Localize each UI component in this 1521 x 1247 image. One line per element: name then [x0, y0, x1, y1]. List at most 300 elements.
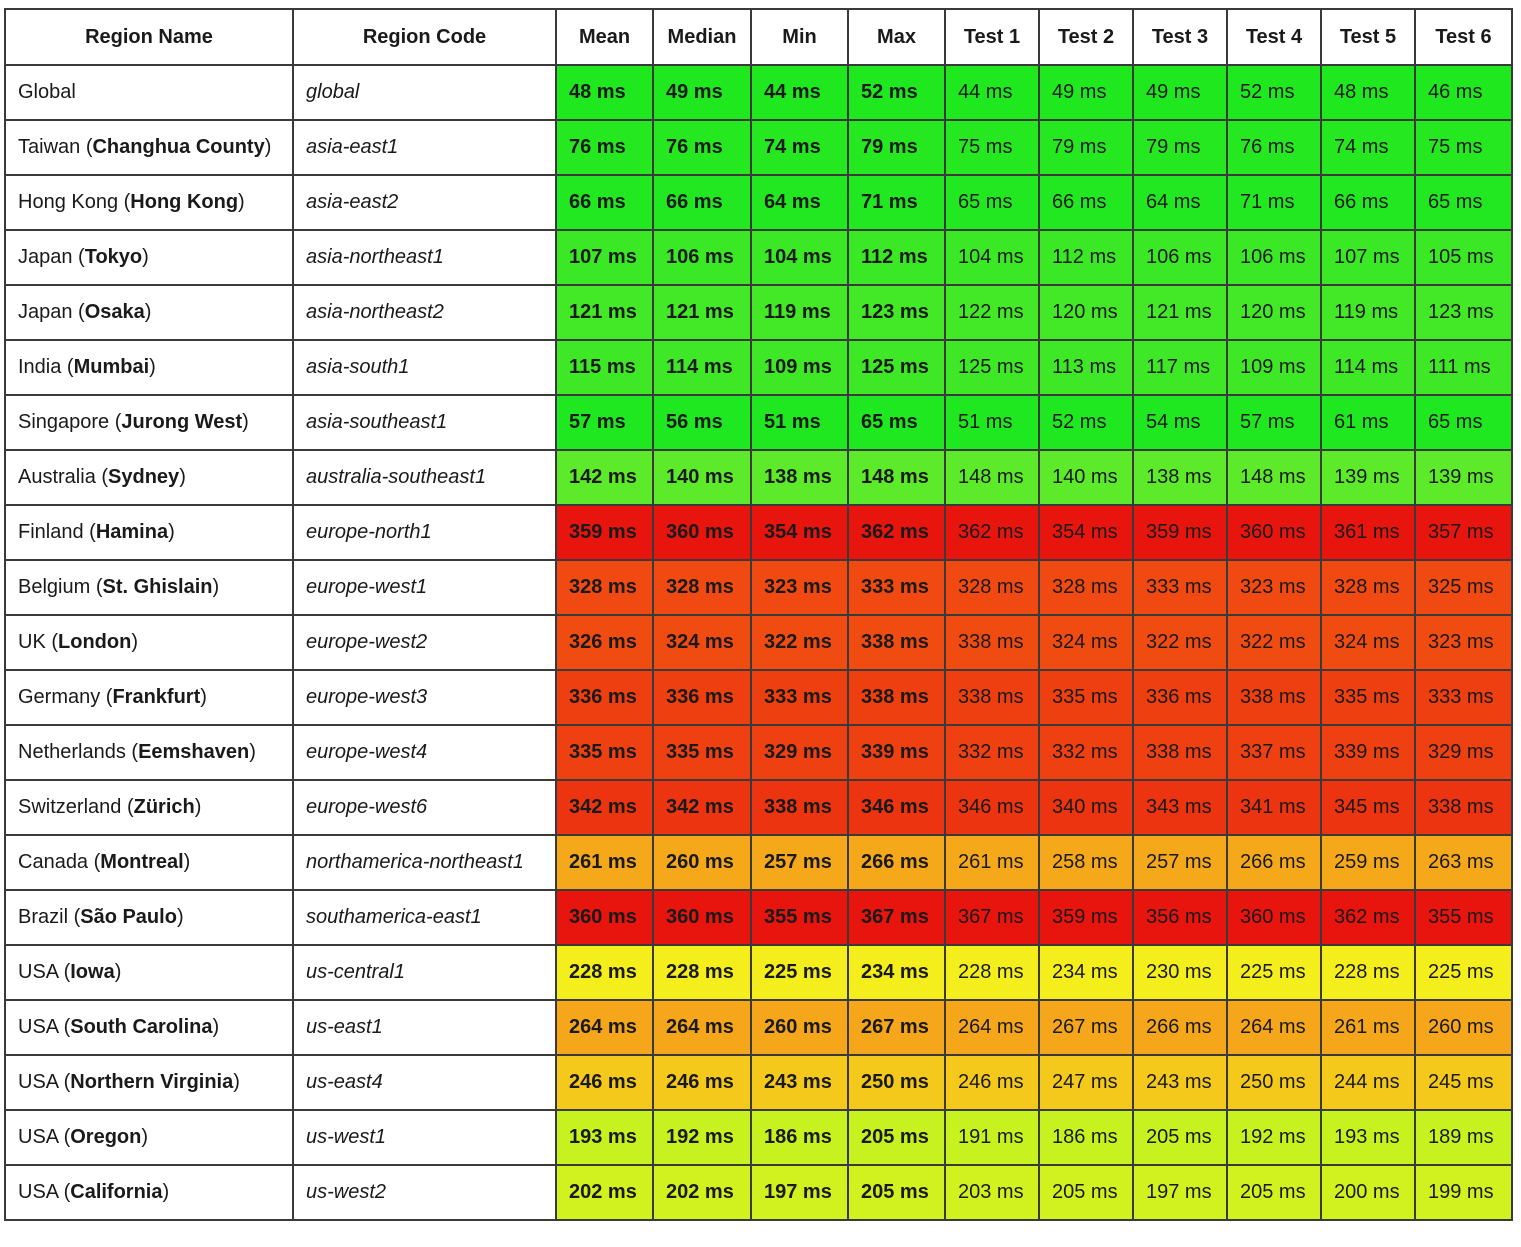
region-code-cell: northamerica-northeast1 [293, 835, 556, 890]
test-4-cell: 264 ms [1227, 1000, 1321, 1055]
test-3-cell: 106 ms [1133, 230, 1227, 285]
table-row [5, 780, 1512, 835]
region-name-cell: USA (South Carolina) [5, 1000, 293, 1055]
region-city: Tokyo [84, 246, 143, 268]
region-country: Brazil [18, 906, 69, 928]
region-code-cell: asia-northeast2 [293, 285, 556, 340]
min-cell: 104 ms [751, 230, 848, 285]
header-median[interactable]: Median [653, 9, 751, 65]
mean-cell: 121 ms [556, 285, 653, 340]
region-name-cell: Netherlands (Eemshaven) [5, 725, 293, 780]
test-4-cell: 322 ms [1227, 615, 1321, 670]
mean-cell: 359 ms [556, 505, 653, 560]
mean-cell: 228 ms [556, 945, 653, 1000]
header-row [5, 9, 1512, 65]
median-cell: 360 ms [653, 505, 751, 560]
test-2-cell: 324 ms [1039, 615, 1133, 670]
test-5-cell: 244 ms [1321, 1055, 1415, 1110]
table-row [5, 1055, 1512, 1110]
test-3-cell: 121 ms [1133, 285, 1227, 340]
test-6-cell: 65 ms [1415, 395, 1512, 450]
test-2-cell: 79 ms [1039, 120, 1133, 175]
test-4-cell: 109 ms [1227, 340, 1321, 395]
test-1-cell: 75 ms [945, 120, 1039, 175]
region-city: California [70, 1181, 163, 1203]
region-name-cell: Australia (Sydney) [5, 450, 293, 505]
table-body [5, 65, 1512, 1220]
test-2-cell: 328 ms [1039, 560, 1133, 615]
median-cell: 336 ms [653, 670, 751, 725]
header-region-name[interactable]: Region Name [5, 9, 293, 65]
test-6-cell: 139 ms [1415, 450, 1512, 505]
test-1-cell: 65 ms [945, 175, 1039, 230]
median-cell: 106 ms [653, 230, 751, 285]
test-3-cell: 343 ms [1133, 780, 1227, 835]
test-1-cell: 191 ms [945, 1110, 1039, 1165]
max-cell: 266 ms [848, 835, 945, 890]
test-3-cell: 79 ms [1133, 120, 1227, 175]
test-2-cell: 113 ms [1039, 340, 1133, 395]
median-cell: 324 ms [653, 615, 751, 670]
header-test-2[interactable]: Test 2 [1039, 9, 1133, 65]
median-cell: 66 ms [653, 175, 751, 230]
mean-cell: 326 ms [556, 615, 653, 670]
test-1-cell: 148 ms [945, 450, 1039, 505]
region-name-cell: India (Mumbai) [5, 340, 293, 395]
region-name-cell: USA (California) [5, 1165, 293, 1220]
min-cell: 243 ms [751, 1055, 848, 1110]
mean-cell: 76 ms [556, 120, 653, 175]
region-name-cell: Brazil (São Paulo) [5, 890, 293, 945]
region-code-cell: us-west1 [293, 1110, 556, 1165]
test-5-cell: 193 ms [1321, 1110, 1415, 1165]
test-4-cell: 250 ms [1227, 1055, 1321, 1110]
region-country: Japan [18, 301, 73, 323]
region-code-cell: asia-east2 [293, 175, 556, 230]
test-4-cell: 338 ms [1227, 670, 1321, 725]
test-4-cell: 106 ms [1227, 230, 1321, 285]
region-name-cell: Finland (Hamina) [5, 505, 293, 560]
median-cell: 246 ms [653, 1055, 751, 1110]
test-2-cell: 49 ms [1039, 65, 1133, 120]
test-5-cell: 107 ms [1321, 230, 1415, 285]
test-3-cell: 64 ms [1133, 175, 1227, 230]
test-4-cell: 341 ms [1227, 780, 1321, 835]
test-3-cell: 333 ms [1133, 560, 1227, 615]
header-region-code[interactable]: Region Code [293, 9, 556, 65]
region-name-cell: USA (Northern Virginia) [5, 1055, 293, 1110]
mean-cell: 66 ms [556, 175, 653, 230]
max-cell: 65 ms [848, 395, 945, 450]
region-city: Changhua County [92, 136, 265, 158]
region-country: USA [18, 1181, 59, 1203]
test-2-cell: 120 ms [1039, 285, 1133, 340]
test-5-cell: 228 ms [1321, 945, 1415, 1000]
test-6-cell: 245 ms [1415, 1055, 1512, 1110]
test-1-cell: 228 ms [945, 945, 1039, 1000]
median-cell: 192 ms [653, 1110, 751, 1165]
test-2-cell: 258 ms [1039, 835, 1133, 890]
region-country: Belgium [18, 576, 91, 598]
test-2-cell: 52 ms [1039, 395, 1133, 450]
test-2-cell: 354 ms [1039, 505, 1133, 560]
test-1-cell: 122 ms [945, 285, 1039, 340]
mean-cell: 261 ms [556, 835, 653, 890]
test-3-cell: 359 ms [1133, 505, 1227, 560]
test-1-cell: 203 ms [945, 1165, 1039, 1220]
test-6-cell: 46 ms [1415, 65, 1512, 120]
test-5-cell: 139 ms [1321, 450, 1415, 505]
max-cell: 79 ms [848, 120, 945, 175]
table-row [5, 1000, 1512, 1055]
test-4-cell: 360 ms [1227, 505, 1321, 560]
region-code-cell: us-east1 [293, 1000, 556, 1055]
test-1-cell: 338 ms [945, 670, 1039, 725]
max-cell: 250 ms [848, 1055, 945, 1110]
median-cell: 228 ms [653, 945, 751, 1000]
region-city: South Carolina [70, 1016, 213, 1038]
test-2-cell: 335 ms [1039, 670, 1133, 725]
region-country: USA [18, 1016, 59, 1038]
test-6-cell: 357 ms [1415, 505, 1512, 560]
table-row [5, 175, 1512, 230]
max-cell: 205 ms [848, 1165, 945, 1220]
test-1-cell: 264 ms [945, 1000, 1039, 1055]
test-3-cell: 205 ms [1133, 1110, 1227, 1165]
region-name-cell: Singapore (Jurong West) [5, 395, 293, 450]
test-1-cell: 104 ms [945, 230, 1039, 285]
test-6-cell: 325 ms [1415, 560, 1512, 615]
region-code-cell: europe-west2 [293, 615, 556, 670]
region-code-cell: europe-west4 [293, 725, 556, 780]
header-test-1[interactable]: Test 1 [945, 9, 1039, 65]
test-3-cell: 54 ms [1133, 395, 1227, 450]
region-city: London [58, 631, 132, 653]
latency-table [4, 8, 1513, 1221]
min-cell: 338 ms [751, 780, 848, 835]
test-2-cell: 112 ms [1039, 230, 1133, 285]
min-cell: 197 ms [751, 1165, 848, 1220]
test-6-cell: 260 ms [1415, 1000, 1512, 1055]
table-row [5, 395, 1512, 450]
test-5-cell: 362 ms [1321, 890, 1415, 945]
median-cell: 335 ms [653, 725, 751, 780]
median-cell: 264 ms [653, 1000, 751, 1055]
test-3-cell: 117 ms [1133, 340, 1227, 395]
header-test-3[interactable]: Test 3 [1133, 9, 1227, 65]
test-1-cell: 44 ms [945, 65, 1039, 120]
region-city: Jurong West [121, 411, 243, 433]
test-5-cell: 339 ms [1321, 725, 1415, 780]
test-1-cell: 367 ms [945, 890, 1039, 945]
region-name-cell [5, 65, 293, 120]
test-3-cell: 336 ms [1133, 670, 1227, 725]
min-cell: 186 ms [751, 1110, 848, 1165]
test-6-cell: 189 ms [1415, 1110, 1512, 1165]
table-row [5, 1165, 1512, 1220]
min-cell: 44 ms [751, 65, 848, 120]
region-country: India [18, 356, 62, 378]
region-name-cell: Belgium (St. Ghislain) [5, 560, 293, 615]
min-cell: 333 ms [751, 670, 848, 725]
region-name-cell: Switzerland (Zürich) [5, 780, 293, 835]
median-cell: 140 ms [653, 450, 751, 505]
min-cell: 260 ms [751, 1000, 848, 1055]
header-max[interactable]: Max [848, 9, 945, 65]
max-cell: 333 ms [848, 560, 945, 615]
table-row [5, 1110, 1512, 1165]
test-6-cell: 75 ms [1415, 120, 1512, 175]
test-4-cell: 192 ms [1227, 1110, 1321, 1165]
max-cell: 52 ms [848, 65, 945, 120]
test-5-cell: 361 ms [1321, 505, 1415, 560]
mean-cell: 115 ms [556, 340, 653, 395]
test-1-cell: 328 ms [945, 560, 1039, 615]
mean-cell: 264 ms [556, 1000, 653, 1055]
table-row [5, 670, 1512, 725]
median-cell: 121 ms [653, 285, 751, 340]
test-2-cell: 186 ms [1039, 1110, 1133, 1165]
region-city: Iowa [70, 961, 115, 983]
region-code-cell: asia-east1 [293, 120, 556, 175]
min-cell: 119 ms [751, 285, 848, 340]
region-country: Canada [18, 851, 89, 873]
region-name-cell: Taiwan (Changhua County) [5, 120, 293, 175]
mean-cell: 57 ms [556, 395, 653, 450]
median-cell: 360 ms [653, 890, 751, 945]
region-code-cell: us-central1 [293, 945, 556, 1000]
median-cell: 56 ms [653, 395, 751, 450]
test-3-cell: 322 ms [1133, 615, 1227, 670]
table-row [5, 945, 1512, 1000]
test-6-cell: 105 ms [1415, 230, 1512, 285]
region-code-cell: asia-northeast1 [293, 230, 556, 285]
test-5-cell: 324 ms [1321, 615, 1415, 670]
mean-cell: 360 ms [556, 890, 653, 945]
region-code-cell: asia-southeast1 [293, 395, 556, 450]
table-row [5, 450, 1512, 505]
test-4-cell: 76 ms [1227, 120, 1321, 175]
region-country: Hong Kong [18, 191, 119, 213]
table-row [5, 890, 1512, 945]
test-6-cell: 338 ms [1415, 780, 1512, 835]
region-name-cell: Japan (Osaka) [5, 285, 293, 340]
test-4-cell: 205 ms [1227, 1165, 1321, 1220]
region-code-cell: australia-southeast1 [293, 450, 556, 505]
test-4-cell: 120 ms [1227, 285, 1321, 340]
test-5-cell: 345 ms [1321, 780, 1415, 835]
test-4-cell: 360 ms [1227, 890, 1321, 945]
min-cell: 138 ms [751, 450, 848, 505]
region-name-cell: USA (Oregon) [5, 1110, 293, 1165]
header-min[interactable]: Min [751, 9, 848, 65]
test-3-cell: 338 ms [1133, 725, 1227, 780]
min-cell: 225 ms [751, 945, 848, 1000]
median-cell: 49 ms [653, 65, 751, 120]
header-test-4[interactable]: Test 4 [1227, 9, 1321, 65]
test-5-cell: 261 ms [1321, 1000, 1415, 1055]
max-cell: 205 ms [848, 1110, 945, 1165]
test-4-cell: 148 ms [1227, 450, 1321, 505]
region-name-cell: UK (London) [5, 615, 293, 670]
test-6-cell: 355 ms [1415, 890, 1512, 945]
max-cell: 267 ms [848, 1000, 945, 1055]
test-3-cell: 197 ms [1133, 1165, 1227, 1220]
test-4-cell: 225 ms [1227, 945, 1321, 1000]
table-row [5, 285, 1512, 340]
median-cell: 328 ms [653, 560, 751, 615]
region-city: Zürich [133, 796, 195, 818]
region-code-cell: us-east4 [293, 1055, 556, 1110]
min-cell: 257 ms [751, 835, 848, 890]
test-1-cell: 125 ms [945, 340, 1039, 395]
test-4-cell: 71 ms [1227, 175, 1321, 230]
table-row [5, 230, 1512, 285]
test-3-cell: 257 ms [1133, 835, 1227, 890]
max-cell: 234 ms [848, 945, 945, 1000]
max-cell: 367 ms [848, 890, 945, 945]
max-cell: 362 ms [848, 505, 945, 560]
test-1-cell: 261 ms [945, 835, 1039, 890]
max-cell: 338 ms [848, 615, 945, 670]
region-city: St. Ghislain [102, 576, 213, 598]
test-6-cell: 333 ms [1415, 670, 1512, 725]
region-code-cell: europe-west3 [293, 670, 556, 725]
min-cell: 355 ms [751, 890, 848, 945]
test-2-cell: 66 ms [1039, 175, 1133, 230]
header-test-6[interactable]: Test 6 [1415, 9, 1512, 65]
median-cell: 114 ms [653, 340, 751, 395]
min-cell: 323 ms [751, 560, 848, 615]
region-name-cell: Canada (Montreal) [5, 835, 293, 890]
test-1-cell: 51 ms [945, 395, 1039, 450]
mean-cell: 342 ms [556, 780, 653, 835]
test-1-cell: 338 ms [945, 615, 1039, 670]
test-2-cell: 359 ms [1039, 890, 1133, 945]
test-6-cell: 65 ms [1415, 175, 1512, 230]
header-mean[interactable]: Mean [556, 9, 653, 65]
max-cell: 71 ms [848, 175, 945, 230]
test-3-cell: 138 ms [1133, 450, 1227, 505]
header-test-5[interactable]: Test 5 [1321, 9, 1415, 65]
table-row [5, 725, 1512, 780]
min-cell: 74 ms [751, 120, 848, 175]
max-cell: 123 ms [848, 285, 945, 340]
mean-cell: 246 ms [556, 1055, 653, 1110]
test-5-cell: 114 ms [1321, 340, 1415, 395]
min-cell: 51 ms [751, 395, 848, 450]
test-6-cell: 111 ms [1415, 340, 1512, 395]
table-row [5, 505, 1512, 560]
test-6-cell: 323 ms [1415, 615, 1512, 670]
test-1-cell: 362 ms [945, 505, 1039, 560]
test-1-cell: 346 ms [945, 780, 1039, 835]
region-code-cell: global [293, 65, 556, 120]
region-city: Frankfurt [112, 686, 201, 708]
test-6-cell: 123 ms [1415, 285, 1512, 340]
region-country: Global [18, 81, 76, 103]
median-cell: 76 ms [653, 120, 751, 175]
test-4-cell: 57 ms [1227, 395, 1321, 450]
mean-cell: 107 ms [556, 230, 653, 285]
test-5-cell: 328 ms [1321, 560, 1415, 615]
region-country: USA [18, 1126, 59, 1148]
region-code-cell: us-west2 [293, 1165, 556, 1220]
max-cell: 125 ms [848, 340, 945, 395]
region-city: São Paulo [80, 906, 177, 928]
max-cell: 338 ms [848, 670, 945, 725]
region-country: Taiwan [18, 136, 81, 158]
test-4-cell: 337 ms [1227, 725, 1321, 780]
min-cell: 109 ms [751, 340, 848, 395]
test-1-cell: 246 ms [945, 1055, 1039, 1110]
test-5-cell: 259 ms [1321, 835, 1415, 890]
test-5-cell: 119 ms [1321, 285, 1415, 340]
max-cell: 346 ms [848, 780, 945, 835]
test-2-cell: 267 ms [1039, 1000, 1133, 1055]
region-country: Switzerland [18, 796, 122, 818]
table-row [5, 835, 1512, 890]
test-5-cell: 66 ms [1321, 175, 1415, 230]
median-cell: 342 ms [653, 780, 751, 835]
test-4-cell: 323 ms [1227, 560, 1321, 615]
mean-cell: 202 ms [556, 1165, 653, 1220]
table-row [5, 120, 1512, 175]
region-city: Hong Kong [130, 191, 239, 213]
test-5-cell: 48 ms [1321, 65, 1415, 120]
test-3-cell: 49 ms [1133, 65, 1227, 120]
mean-cell: 193 ms [556, 1110, 653, 1165]
test-2-cell: 234 ms [1039, 945, 1133, 1000]
test-5-cell: 335 ms [1321, 670, 1415, 725]
region-country: Singapore [18, 411, 110, 433]
max-cell: 112 ms [848, 230, 945, 285]
min-cell: 64 ms [751, 175, 848, 230]
test-3-cell: 243 ms [1133, 1055, 1227, 1110]
region-code-cell: asia-south1 [293, 340, 556, 395]
test-6-cell: 225 ms [1415, 945, 1512, 1000]
region-country: Australia [18, 466, 96, 488]
min-cell: 322 ms [751, 615, 848, 670]
table-row [5, 560, 1512, 615]
test-2-cell: 205 ms [1039, 1165, 1133, 1220]
test-3-cell: 266 ms [1133, 1000, 1227, 1055]
test-5-cell: 61 ms [1321, 395, 1415, 450]
region-city: Sydney [108, 466, 180, 488]
test-5-cell: 74 ms [1321, 120, 1415, 175]
test-6-cell: 329 ms [1415, 725, 1512, 780]
test-1-cell: 332 ms [945, 725, 1039, 780]
region-code-cell: europe-west6 [293, 780, 556, 835]
region-city: Montreal [100, 851, 184, 873]
test-4-cell: 52 ms [1227, 65, 1321, 120]
test-2-cell: 140 ms [1039, 450, 1133, 505]
region-name-cell: Hong Kong (Hong Kong) [5, 175, 293, 230]
test-4-cell: 266 ms [1227, 835, 1321, 890]
region-city: Northern Virginia [70, 1071, 234, 1093]
mean-cell: 142 ms [556, 450, 653, 505]
region-code-cell: europe-north1 [293, 505, 556, 560]
test-6-cell: 199 ms [1415, 1165, 1512, 1220]
median-cell: 202 ms [653, 1165, 751, 1220]
region-country: Germany [18, 686, 101, 708]
table-row [5, 340, 1512, 395]
test-2-cell: 340 ms [1039, 780, 1133, 835]
region-city: Hamina [95, 521, 169, 543]
region-country: USA [18, 961, 59, 983]
mean-cell: 336 ms [556, 670, 653, 725]
region-code-cell: europe-west1 [293, 560, 556, 615]
